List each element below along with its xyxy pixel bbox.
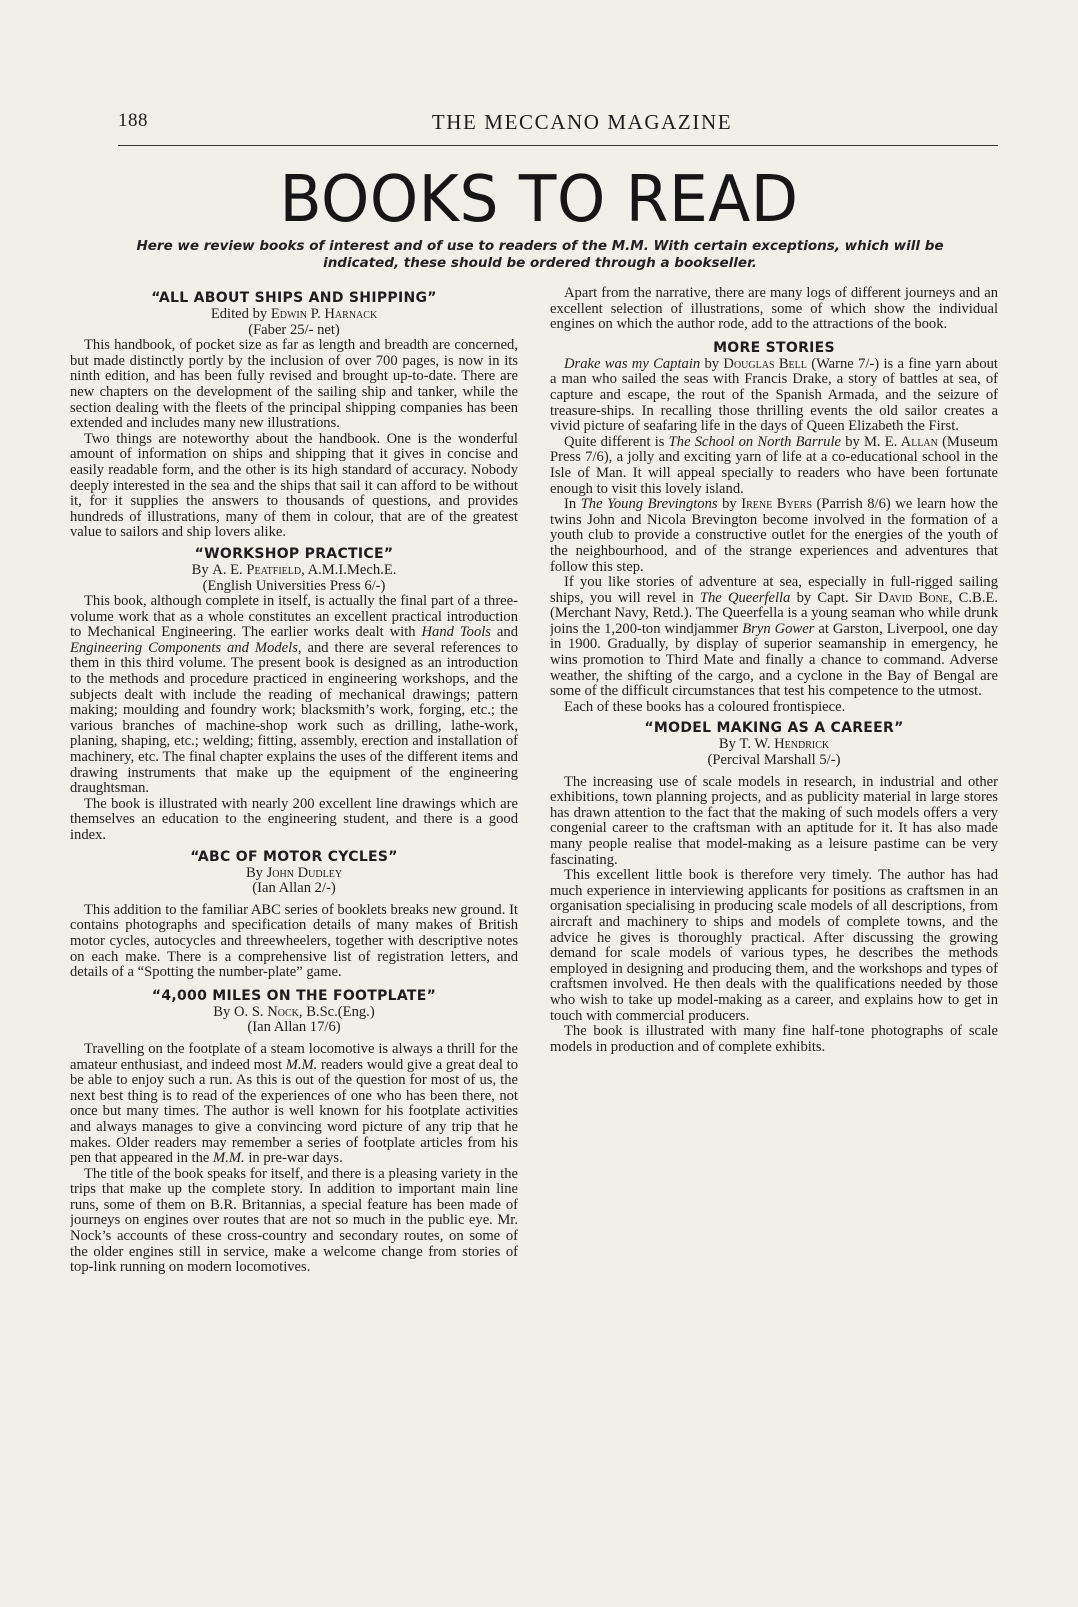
text-run: In — [564, 496, 581, 513]
review-heading: “ABC OF MOTOR CYCLES” — [190, 848, 398, 865]
book-title-ref: The Young Brevingtons — [580, 496, 718, 513]
text-run: Quite different is — [564, 433, 669, 450]
review-byline — [70, 1005, 518, 1021]
intro-text: Here we review books of interest and of use to readers of the M.M. With certain exceptions, which will be indicated, these should be ordered through a bookseller. — [136, 238, 944, 271]
text-run: readers would give a great deal to be able to enjoy such a run. As this is out of the question for most of us, the next best thing is to read of the experiences of one who has been there, not once but many times. The author is well known for his footplate activities and always manages to give a convincing word picture of any trip that he makes. Older readers may remember a series of footplate articles from his pen that appeared in the — [70, 1056, 518, 1167]
author-suffix: , B.Sc.(Eng.) — [298, 1003, 375, 1020]
book-title-ref: Drake was my Captain — [564, 355, 701, 372]
author-name: John Dudley — [266, 864, 343, 881]
review-heading: “ALL ABOUT SHIPS AND SHIPPING” — [151, 290, 437, 306]
text-run: and there are several references to them in this third volume. The present book is designed as an introduction to the methods and procedure practiced in engineering workshops, and the subjects dealt with include the reading of mechanical drawings; pattern making; moulding and foundry work; blacksmith’s work, forging, etc.; the various branches of machine-shop work such as drilling, lathe-work, planing, shaping, etc.; welding; fitting, assembly, erection and installation of machinery, etc. The final chapter explains the uses of the different items and drawing instruments that make up the equipment of the engineering draughtsman. — [70, 639, 518, 797]
text-run: in pre-war days. — [244, 1150, 343, 1167]
right-column — [550, 286, 998, 1556]
author-name: Edwin P. Harnack — [270, 306, 378, 322]
publisher-info: (Ian Allan 2/-) — [252, 880, 336, 897]
text-run: (Museum Press 7/6), a jolly and exciting yarn of life at a co-educational school in the Isle of Man. It will appeal specially to readers who have been fortunate enough to visit this lovely island. — [550, 433, 998, 497]
header-rule — [118, 145, 998, 146]
byline-prefix: By — [718, 736, 736, 753]
review-footplate-continued — [550, 286, 998, 333]
review-workshop — [70, 545, 518, 844]
review-paragraph: The title of the book speaks for itself, and there is a pleasing variety in the trips that make up the complete story. In addition to important main line runs, some of them on B.R. Britannias, a special feature has been made of journeys on engines over routes that are not so much in the public eye. Mr. Nock’s accounts of these cross-country and secondary routes, on some of the older engines still in service, make a welcome change from stories of top-link running on modern locomotives. — [70, 1165, 518, 1276]
review-paragraph — [550, 357, 998, 435]
text-run: (Warne 7/-) is a fine yarn about a man who sailed the seas with Francis Drake, a story of battles at sea, of capture and escape, the rout of the Spanish Armada, and the seizure of treasure-ships. In recalling those thrilling events the old sailor creates a vivid picture of seafaring life in the days of Queen Elizabeth the First. — [550, 355, 998, 435]
text-run: If you like stories of adventure at sea, especially in full-rigged sailing ships, you will revel in — [550, 574, 998, 606]
review-heading: MORE STORIES — [713, 339, 835, 356]
text-run: by — [700, 355, 724, 372]
author-name: T. W. Hendrick — [739, 736, 830, 753]
magazine-title: THE MECCANO MAGAZINE — [431, 110, 733, 134]
review-paragraph: Apart from the narrative, there are many logs of different journeys and an excellent selection of illustrations, some of which show the individual engines on which the author rode, add to the attractions of the book. — [550, 286, 998, 333]
review-byline — [70, 563, 518, 579]
review-paragraph — [550, 575, 998, 700]
review-paragraph: This handbook, of pocket size as far as length and breadth are concerned, but made distinctly portly by the inclusion of over 700 pages, is now in its ninth edition, and has been fully revised and brought up-to-date. There are new chapters on the development of the sailing ship and tanker, while the section dealing with the fleets of the principal shipping companies has been extended and includes many new illustrations. — [70, 337, 518, 432]
review-heading: “MODEL MAKING AS A CAREER” — [644, 720, 904, 737]
review-paragraph: The book is illustrated with nearly 200 excellent line drawings which are themselves an education to the engineering student, and there is a good index. — [70, 795, 518, 843]
author-name: Douglas Bell — [723, 355, 807, 372]
review-footplate — [70, 987, 518, 1276]
book-title-ref: The Queerfella — [699, 589, 791, 606]
text-run: (Parrish 8/6) we learn how the twins John and Nicola Brevington become involved in the formation of a youth club to provide a constructive outlet for the energies of the youth of the neighbourhood, and of the strange experiences and adventures that follow this step. — [550, 496, 998, 575]
book-title-ref: Engineering Components and Models, — [70, 639, 302, 656]
review-model-making — [550, 719, 998, 1055]
review-byline — [70, 866, 518, 882]
page-header — [118, 110, 998, 140]
author-name: A. E. Peatfield — [212, 561, 302, 578]
byline-prefix: By — [245, 864, 263, 881]
review-paragraph: The book is illustrated with many fine half-tone photographs of scale models in production and of complete exhibits. — [550, 1023, 998, 1055]
review-paragraph — [70, 594, 518, 797]
author-name: M. E. Allan — [863, 433, 938, 450]
review-motorcycles — [70, 848, 518, 981]
magazine-ref: M.M. — [285, 1056, 318, 1073]
author-name: O. S. Nock — [233, 1003, 299, 1020]
review-heading: “WORKSHOP PRACTICE” — [194, 545, 394, 562]
text-run: , C.B.E. (Merchant Navy, Retd.). The Queerfella is a young seaman who while drunk joins the 1,200-ton windjammer — [550, 589, 998, 637]
review-paragraph: This addition to the familiar ABC series of booklets breaks new ground. It contains photographs and specification details of many makes of British motor cycles, autocycles and threewheelers, together with descriptive notes on each make. There is a comprehensive list of registration letters, and details of a “Spotting the number-plate” game. — [70, 901, 518, 981]
review-more-stories — [550, 339, 998, 716]
magazine-ref: M.M. — [213, 1150, 245, 1167]
publisher-info: (English Universities Press 6/-) — [202, 577, 386, 594]
review-paragraph: Each of these books has a coloured frontispiece. — [564, 698, 846, 715]
author-name: Irene Byers — [741, 496, 813, 513]
review-heading: “4,000 MILES ON THE FOOTPLATE” — [151, 987, 437, 1004]
byline-prefix: Edited by — [210, 306, 268, 322]
review-byline — [550, 737, 998, 753]
author-name: David Bone — [878, 589, 949, 606]
page-number: 188 — [118, 110, 148, 131]
publisher-info: (Ian Allan 17/6) — [247, 1019, 341, 1036]
text-run: at Garston, Liverpool, one day in 1900. Gradually, by display of superior seamanship in emergency, he wins promotion to Third Mate and finally a chance to command. Adverse weather, the shifting of the cargo, and a cyclone in the Bay of Bengal are some of the difficult circumstances that test his competence to the utmost. — [550, 620, 998, 700]
book-title-ref: The School on North Barrule — [668, 433, 842, 450]
review-ships — [70, 289, 518, 541]
text-run: by Capt. Sir — [790, 589, 879, 606]
text-run: by — [841, 433, 864, 450]
text-run: Travelling on the footplate of a steam locomotive is always a thrill for the amateur enthusiast, and indeed most — [70, 1040, 518, 1073]
text-run: by — [717, 496, 742, 513]
book-title-ref: Bryn Gower — [742, 620, 815, 637]
publisher-info: (Faber 25/- net) — [248, 321, 340, 338]
byline-prefix: By — [213, 1003, 231, 1020]
text-run: This book, although complete in itself, is actually the final part of a three-volume work that as a whole constitutes an excellent practical introduction to Mechanical Engineering. The earlier works dealt with — [70, 593, 518, 641]
review-paragraph — [550, 435, 998, 497]
left-column — [70, 289, 518, 1559]
author-suffix: , A.M.I.Mech.E. — [301, 561, 397, 578]
page-title: BOOKS TO READ — [279, 163, 799, 237]
review-paragraph: Two things are noteworthy about the handbook. One is the wonderful amount of information on ships and shipping that it gives in concise and easily readable form, and the other is its high standard of accuracy. Nobody deeply interested in the sea and the ships that sail it can afford to be without it, for it supplies the answers to thousands of questions, and provides hundreds of illustrations, many of them in colour, that are of the greatest value to sailors and ship lovers alike. — [70, 430, 518, 541]
publisher-info: (Percival Marshall 5/-) — [707, 752, 841, 769]
book-title-ref: Hand Tools — [421, 624, 491, 641]
review-paragraph: This excellent little book is therefore very timely. The author has had much experience in interviewing applicants for positions as craftsmen in an organisation specialising in producing scale models of all descriptions, from aircraft and machinery to ships and models of complete towns, and the advice he gives is thoroughly practical. After discussing the growing demand for scale models of various types, he describes the methods employed in designing and producing them, and the workshops and types of craftsmen involved. He then deals with the qualifications needed by those who wish to take up model-making as a career, and explains how to get in touch with commercial producers. — [550, 867, 998, 1024]
byline-prefix: By — [191, 561, 209, 578]
review-byline — [70, 307, 518, 323]
text-run: and — [490, 624, 518, 641]
review-paragraph — [550, 497, 998, 575]
review-paragraph — [70, 1042, 518, 1167]
review-paragraph: The increasing use of scale models in research, in industrial and other exhibitions, town planning projects, and as publicity material in large stores has drawn attention to the fact that the making of such models offers a very congenial career to the craftsman with an aptitude for it. It has also made many people realise that model-making as a leisure pastime can be very fascinating. — [550, 773, 998, 868]
